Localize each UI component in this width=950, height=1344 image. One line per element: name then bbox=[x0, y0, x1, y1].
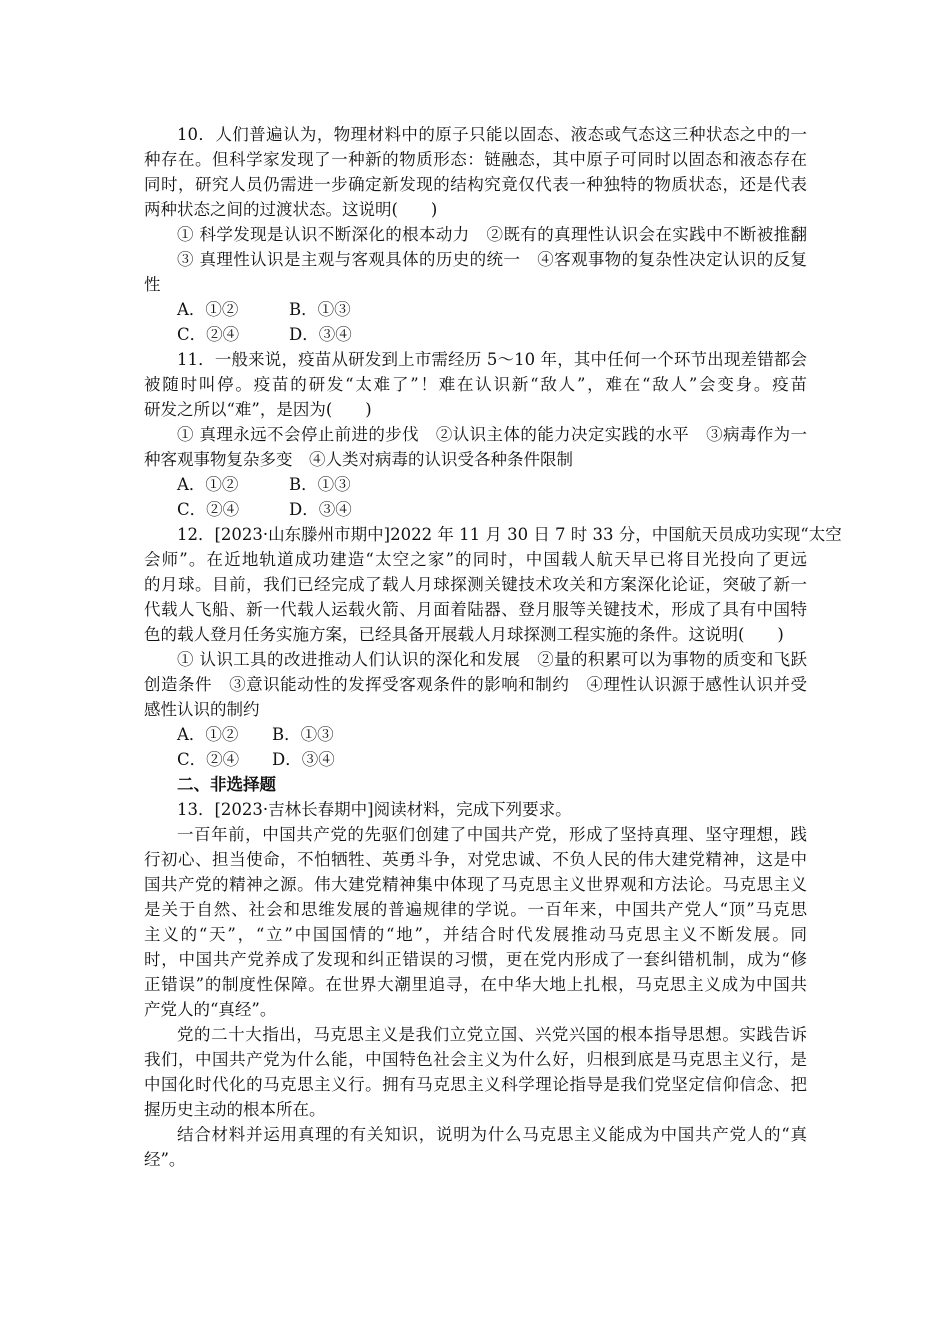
material-line: 我们，中国共产党为什么能，中国特色社会主义为什么好，归根到底是马克思主义行，是 bbox=[144, 1050, 807, 1069]
choice-a[interactable]: A．①② bbox=[177, 725, 239, 744]
question-10-stem-line: 同时，研究人员仍需进一步确定新发现的结构究竟仅代表一种独特的物质状态，还是代表 bbox=[144, 175, 807, 194]
choice-a[interactable]: A．①② bbox=[177, 475, 239, 494]
question-12-choices-row bbox=[144, 722, 807, 747]
question-12-option-line: ① 认识工具的改进推动人们认识的深化和发展 ②量的积累可以为事物的质变和飞跃 bbox=[177, 650, 807, 669]
material-line: 握历史主动的根本所在。 bbox=[144, 1100, 326, 1119]
choice-a[interactable]: A．①② bbox=[177, 300, 239, 319]
choice-d[interactable]: D．③④ bbox=[272, 750, 335, 769]
prompt-line: 结合材料并运用真理的有关知识，说明为什么马克思主义能成为中国共产党人的“真 bbox=[177, 1125, 807, 1144]
question-12-stem-line: 12．[2023·山东滕州市期中]2022 年 11 月 30 日 7 时 33 分，中国航天员成功实现“太空 bbox=[177, 525, 842, 544]
question-11-stem-line: 11．一般来说，疫苗从研发到上市需经历 5～10 年，其中任何一个环节出现差错都会 bbox=[177, 350, 807, 369]
question-12-stem-line: 代载人飞船、新一代载人运载火箭、月面着陆器、登月服等关键技术，形成了具有中国特 bbox=[144, 600, 807, 619]
material-paragraph-1 bbox=[144, 822, 807, 1022]
question-10-option-line: ③ 真理性认识是主观与客观具体的历史的统一 ④客观事物的复杂性决定认识的反复 bbox=[177, 250, 807, 269]
material-paragraph-2 bbox=[144, 1022, 807, 1122]
question-12-stem-line: 会师”。在近地轨道成功建造“太空之家”的同时，中国载人航天早已将目光投向了更远 bbox=[144, 550, 807, 569]
question-11-choices-row bbox=[144, 497, 807, 522]
question-12 bbox=[144, 522, 842, 772]
choice-b[interactable]: B．①③ bbox=[272, 725, 334, 744]
question-13-intro: 13．[2023·吉林长春期中]阅读材料，完成下列要求。 bbox=[177, 800, 572, 819]
choice-c[interactable]: C．②④ bbox=[177, 750, 240, 769]
question-12-stem-line: 的月球。目前，我们已经完成了载人月球探测关键技术攻关和方案深化论证，突破了新一 bbox=[144, 575, 807, 594]
material-line: 中国化时代化的马克思主义行。拥有马克思主义科学理论指导是我们党坚定信仰信念、把 bbox=[144, 1075, 807, 1094]
material-line: 时，中国共产党养成了发现和纠正错误的习惯，更在党内形成了一套纠错机制，成为“修 bbox=[144, 950, 807, 969]
question-10-stem-line: 10．人们普遍认为，物理材料中的原子只能以固态、液态或气态这三种状态之中的一 bbox=[177, 125, 807, 144]
question-11-choices-row bbox=[144, 472, 807, 497]
choice-c[interactable]: C．②④ bbox=[177, 500, 240, 519]
question-13-prompt bbox=[144, 1122, 807, 1172]
choice-c[interactable]: C．②④ bbox=[177, 325, 240, 344]
question-11-option-line: 种客观事物复杂多变 ④人类对病毒的认识受各种条件限制 bbox=[144, 450, 573, 469]
choice-d[interactable]: D．③④ bbox=[289, 500, 352, 519]
prompt-line: 经”。 bbox=[144, 1150, 186, 1169]
question-13 bbox=[144, 797, 807, 1172]
section-heading: 二、非选择题 bbox=[177, 775, 276, 794]
question-10-stem-line: 两种状态之间的过渡状态。这说明( ) bbox=[144, 200, 438, 219]
question-12-stem-line: 色的载人登月任务实施方案，已经具备开展载人月球探测工程实施的条件。这说明( ) bbox=[144, 625, 784, 644]
material-line: 国共产党的精神之源。伟大建党精神集中体现了马克思主义世界观和方法论。马克思主义 bbox=[144, 875, 807, 894]
question-12-option-line: 感性认识的制约 bbox=[144, 700, 260, 719]
question-10-choices-row bbox=[144, 322, 807, 347]
question-12-option-line: 创造条件 ③意识能动性的发挥受客观条件的影响和制约 ④理性认识源于感性认识并受 bbox=[144, 675, 807, 694]
question-10-option-line: 性 bbox=[144, 275, 161, 294]
material-line: 一百年前，中国共产党的先驱们创建了中国共产党，形成了坚持真理、坚守理想，践 bbox=[177, 825, 807, 844]
question-10-stem-line: 种存在。但科学家发现了一种新的物质形态：链融态，其中原子可同时以固态和液态存在 bbox=[144, 150, 807, 169]
question-12-choices-row bbox=[144, 747, 807, 772]
choice-b[interactable]: B．①③ bbox=[289, 300, 351, 319]
material-line: 党的二十大指出，马克思主义是我们立党立国、兴党兴国的根本指导思想。实践告诉 bbox=[177, 1025, 807, 1044]
choice-d[interactable]: D．③④ bbox=[289, 325, 352, 344]
question-11-stem-line: 研发之所以“难”，是因为( ) bbox=[144, 400, 372, 419]
question-11-stem-line: 被随时叫停。疫苗的研发“太难了”！难在认识新“敌人”，难在“敌人”会变身。疫苗 bbox=[144, 375, 807, 394]
material-line: 行初心、担当使命，不怕牺牲、英勇斗争，对党忠诚、不负人民的伟大建党精神，这是中 bbox=[144, 850, 807, 869]
material-line: 主义的“天”，“立”中国国情的“地”，并结合时代发展推动马克思主义不断发展。同 bbox=[144, 925, 807, 944]
question-10-choices-row bbox=[144, 297, 807, 322]
choice-b[interactable]: B．①③ bbox=[289, 475, 351, 494]
material-line: 是关于自然、社会和思维发展的普遍规律的学说。一百年来，中国共产党人“顶”马克思 bbox=[144, 900, 807, 919]
question-11 bbox=[144, 347, 807, 522]
material-line: 产党人的“真经”。 bbox=[144, 1000, 277, 1019]
question-10-option-line: ① 科学发现是认识不断深化的根本动力 ②既有的真理性认识会在实践中不断被推翻 bbox=[177, 225, 807, 244]
question-11-option-line: ① 真理永远不会停止前进的步伐 ②认识主体的能力决定实践的水平 ③病毒作为一 bbox=[177, 425, 807, 444]
question-10 bbox=[144, 122, 807, 347]
document-page bbox=[144, 122, 842, 1172]
material-line: 正错误”的制度性保障。在世界大潮里追寻，在中华大地上扎根，马克思主义成为中国共 bbox=[144, 975, 807, 994]
